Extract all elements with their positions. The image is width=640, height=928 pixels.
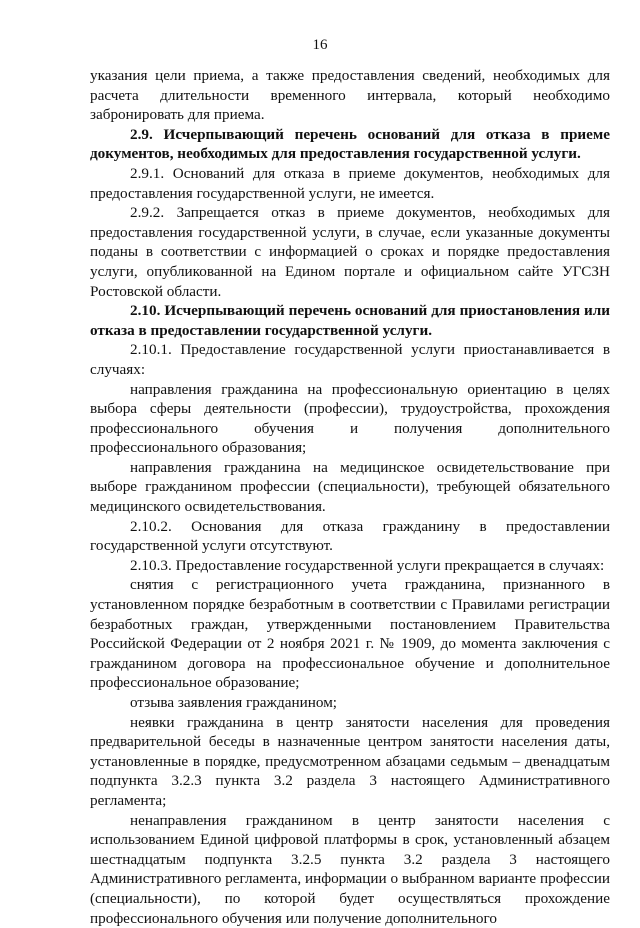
- document-body: [90, 66, 610, 928]
- list-item-suspension-2: направления гражданина на медицинское освидетельствование при выборе гражданином профессии (специальности), требующей обязательного медицинского освидетельствования.: [90, 458, 610, 516]
- paragraph-continuation: указания цели приема, а также предоставления сведений, необходимых для расчета длительности временного интервала, который необходимо забронировать для приема.: [90, 67, 610, 124]
- list-item-termination-4: ненаправления гражданином в центр занятости населения с использованием Единой цифровой платформы в срок, установленный абзацем шестнадцатым подпункта 3.2.5 пункта 3.2 раздела 3 настоящего Административного регламента, информации о выбранном варианте профессии (специальности), по которой будет осуществляться прохождение профессионального обучения или получение дополнительного: [90, 811, 610, 927]
- paragraph-2-9-2: 2.9.2. Запрещается отказ в приеме документов, необходимых для предоставления государственной услуги, в случае, если указанные документы поданы в соответствии с информацией о сроках и порядке предоставления услуги, опубликованной на Едином портале и официальном сайте УГСЗН Ростовской области.: [90, 204, 610, 300]
- paragraph-2-9-1: 2.9.1. Оснований для отказа в приеме документов, необходимых для предоставления государственной услуги, не имеется.: [90, 164, 610, 202]
- list-item-suspension-1: направления гражданина на профессиональную ориентацию в целях выбора сферы деятельности (профессии), трудоустройства, прохождения профессионального обучения и получения дополнительного профессионального образования;: [90, 380, 610, 457]
- list-item-termination-3: неявки гражданина в центр занятости населения для проведения предварительной беседы в назначенные центром занятости населения даты, установленные в порядке, предусмотренном абзацами седьмым – двенадцатым подпункта 3.2.3 пункта 3.2 раздела 3 настоящего Административного регламента;: [90, 713, 610, 809]
- paragraph-2-10-1: 2.10.1. Предоставление государственной услуги приостанавливается в случаях:: [90, 341, 610, 378]
- paragraph-2-10-2: 2.10.2. Основания для отказа гражданину в предоставлении государственной услуги отсутствуют.: [90, 517, 610, 555]
- section-heading-2-10: 2.10. Исчерпывающий перечень оснований для приостановления или отказа в предоставлении государственной услуги.: [90, 302, 610, 339]
- list-item-termination-2: отзыва заявления гражданином;: [130, 694, 338, 711]
- section-heading-2-9: 2.9. Исчерпывающий перечень оснований для отказа в приеме документов, необходимых для предоставления государственной услуги.: [90, 125, 610, 163]
- page-number: 16: [312, 37, 328, 53]
- list-item-termination-1: снятия с регистрационного учета гражданина, признанного в установленном порядке безработным в соответствии с Правилами регистрации безработных граждан, утвержденными постановлением Правительства Российской Федерации от 2 ноября 2021 г. № 1909, до момента заключения с гражданином договора на профессиональное обучение и дополнительное профессиональное образование;: [90, 576, 610, 692]
- paragraph-2-10-3: 2.10.3. Предоставление государственной услуги прекращается в случаях:: [130, 556, 605, 574]
